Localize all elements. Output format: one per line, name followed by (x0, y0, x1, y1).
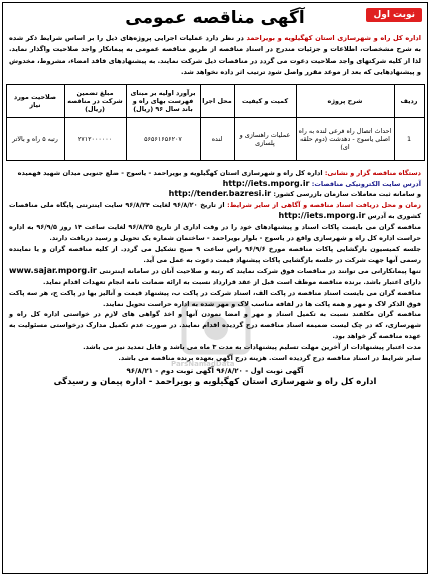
documents-paragraph (9, 200, 421, 222)
issuing-office: اداره کل راه و شهرسازی استان کهگیلویه و بویراحمد - اداره پیمان و رسیدگی (53, 376, 377, 387)
qualification-paragraph (9, 266, 421, 288)
iets-link-2[interactable]: http://iets.mporg.ir (278, 211, 366, 221)
bazresi-link[interactable]: http://tender.bazresi.ir (168, 189, 272, 199)
bazresi-label: و سامانه ثبت معاملات سازمان بازرسی کشور: (273, 190, 421, 199)
header-quantity-quality: کمیت و کیفیت (234, 84, 296, 117)
iets-link[interactable]: http://iets.mporg.ir (222, 178, 310, 188)
organizer-address: اداره کل راه و شهرسازی استان کهگیلویه و بویراحمد - یاسوج - ضلع جنوبی میدان شهید فهمیده (17, 168, 325, 177)
other-conditions-paragraph: سایر شرایط در اسناد مناقصه درج گردیده است. هزینه درج آگهی بعهده برنده مناقصه می باشد. (118, 354, 421, 363)
header-project-description: شرح پروژه (296, 84, 394, 117)
organizer-label: دستگاه مناقصه گزار و نشانی: (324, 168, 421, 177)
cell-row-number: 1 (394, 117, 424, 160)
opening-session-paragraph: جلسه کمیسیون بازگشایی پاکات مناقصه مورخ ۹۶/۹/۶ راس ساعت ۹ صبح تشکیل می گردد. از کلیه مناقصه گران و یا نماینده رسمی آنها جهت شرکت در جلسه بازگشایی پاکات پیشنهاد قیمت دعوت به عمل می آید. (9, 244, 421, 264)
notice-title: آگهی مناقصه عمومی (125, 8, 305, 28)
header-required-qualification: صلاحیت مورد نیاز (6, 84, 64, 117)
cell-required-qualification: رتبه ۵ راه و بالاتر (6, 117, 64, 160)
website-label: آدرس سایت الکترونیکی مناقصات: (311, 179, 421, 188)
publication-dates: آگهی نوبت اول - ۹۶/۸/۲۰ آگهی نوبت دوم - ۹۶/۸/۲۱ (126, 366, 304, 375)
notice-body (3, 168, 427, 364)
cell-location: لنده (200, 117, 234, 160)
checklist-paragraph: مناقصه گران مکلفند نسبت به تکمیل اسناد و مهر و امضا نمودن آنها و اخذ گواهی های لازم در خواستی اداره کل راه و شهرسازی، که در چک لیست ضمیمه اسناد مناقصه درج گردیده اقدام نمایند. در صورت عدم تکمیل مدارک درخواستی مسئولیت به عهده مناقصه گر خواهد بود. (9, 310, 421, 341)
table-header-row (6, 84, 424, 117)
intro-paragraph (3, 33, 427, 79)
intro-text: در نظر دارد عملیات اجرایی پروژه‌های ذیل را بر اساس شرایط ذکر شده به شرح مشخصات، اطلاعات و جزئیات مندرج در اسناد مناقصه از طریق مناقصه عمومی به پیمانکار واجد صلاحیت واگذار نماید. لذا از کلیه شرکتهای واجد صلاحیت دعوت می گردد در مناقصات ذیل شرکت نمایند. به پیشنهادهای فاقد امضاء، مشروط، مخدوش و پیشنهادهایی که بعد از موعد مقرر واصل شود ترتیب اثر داده نخواهد شد. (9, 34, 421, 77)
tender-organizer-paragraph (9, 168, 421, 179)
cell-quantity-quality: عملیات راهسازی و پلسازی (234, 117, 296, 160)
header-initial-estimate: برآورد اولیه بر مبنای فهرست بهای راه و باند سال ۹۶ (ریال) (126, 84, 200, 117)
website-paragraph (9, 179, 421, 190)
first-round-badge: نوبت اول (366, 8, 422, 22)
validity-paragraph: مدت اعتبار پیشنهادات از آخرین مهلت تسلیم پیشنهادات به مدت ۳ ماه می باشد و قابل تمدید نیز می باشد. (83, 343, 421, 352)
intro-org: اداره کل راه و شهرسازی استان کهگیلویه و بویراحمد (246, 34, 421, 42)
watermark-text: ParsNamadData (171, 360, 235, 368)
header-row-number: ردیف (394, 84, 424, 117)
bazresi-paragraph (9, 189, 421, 200)
qualification-text: تنها پیمانکارانی می توانند در مناقصات فوق شرکت نمایند که رتبه و صلاحیت آنان در سامانه اینترنتی (99, 266, 421, 275)
tender-notice (2, 2, 428, 574)
table-row (6, 117, 424, 160)
header-location: محل اجرا (200, 84, 234, 117)
cell-project-description: احداث اتصال راه فرعی لنده به راه اصلی یاسوج - دهدشت (دوم حلقه ای) (296, 117, 394, 160)
documents-text: از تاریخ ۹۶/۸/۲۰ لغایت ۹۶/۸/۲۴ سایت اینترنتی پایگاه ملی مناقصات کشوری به آدرس (9, 201, 421, 221)
submission-paragraph: مناقصه گران می بایست پاکات اسناد و پیشنهادهای خود را در وقت اداری از تاریخ ۹۶/۸/۲۵ لغایت ساعت ۱۴ روز ۹۶/۹/۵ به اداره حراست اداره کل راه و شهرسازی واقع در یاسوج - بلوار بویراحمد - ساختمان شماره یک تحویل و رسید دریافت دارند. (9, 223, 421, 243)
header-guarantee-amount: مبلغ تضمین شرکت در مناقصه (ریال) (64, 84, 126, 117)
projects-table (6, 84, 425, 161)
cell-initial-estimate: ۵۶۵۶۱۶۵۶۲۰۷ (126, 117, 200, 160)
cell-guarantee-amount: ۲۷۱۲۰۰۰۰۰۰ (64, 117, 126, 160)
qualification-text-2: دارای اعتبار باشد. برنده مناقصه موظف است قبل از عقد قرارداد نسبت به ارائه ضمانت نامه انجام تعهدات اقدام نماید. (43, 277, 421, 286)
documents-label: زمان و محل دریافت اسناد مناقصه و آگاهی از سایر شرایط: (227, 201, 422, 210)
envelopes-paragraph: مناقصه گران می بایست اسناد مناقصه در پاکت الف، اسناد شرکت در پاکت ب، پیشنهاد قیمت و آنالیز بها در پاکت ج، هر سه پاکت فوق الذکر لاک و مهر و همه پاکت ها در لفافه مناسب لاک و مهر شده به اداره حراست تحویل نمایند. (9, 288, 421, 308)
sajar-link[interactable]: www.sajar.mporg.ir (9, 265, 97, 275)
